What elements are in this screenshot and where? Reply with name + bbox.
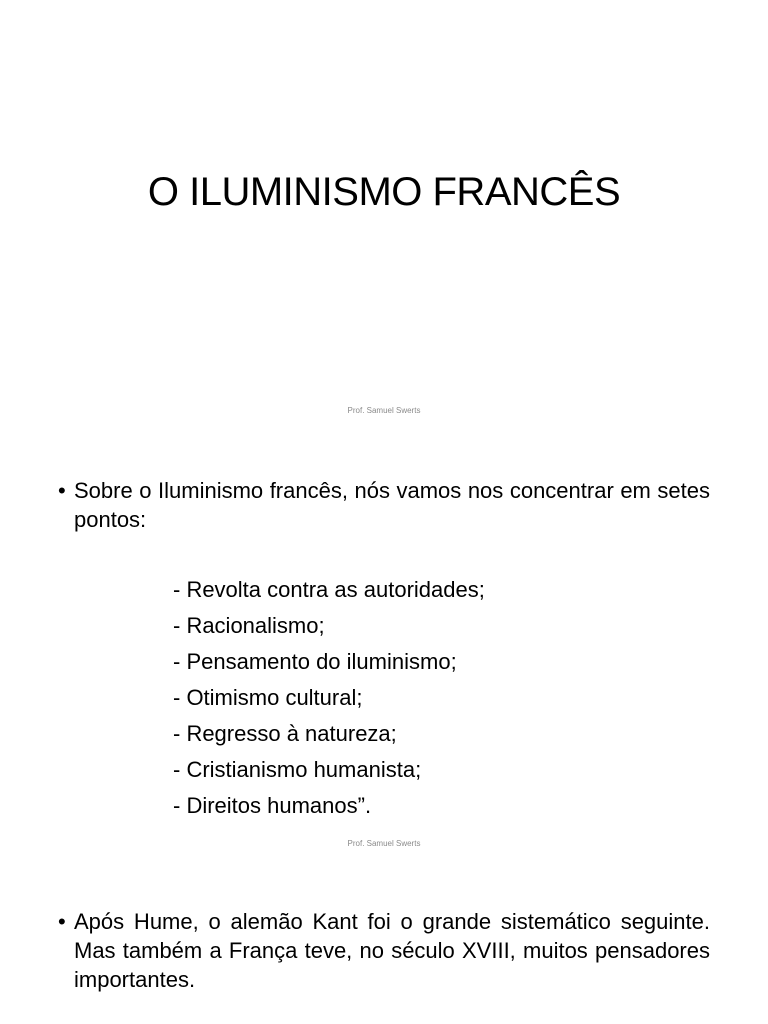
list-item: - Otimismo cultural;: [173, 685, 363, 710]
slide-title-page: [0, 0, 768, 432]
slide-seven-points: [0, 432, 768, 864]
list-item: - Pensamento do iluminismo;: [173, 649, 457, 674]
list-item: - Racionalismo;: [173, 613, 325, 638]
list-item: - Cristianismo humanista;: [173, 757, 422, 782]
slide-footer: Prof. Samuel Swerts: [347, 406, 421, 415]
bullet-dot: •: [58, 478, 66, 503]
slide-title: O ILUMINISMO FRANCÊS: [147, 170, 621, 214]
points-list: [173, 572, 485, 824]
bullet-text: Sobre o Iluminismo francês, nós vamos nos concentrar em setes pontos:: [74, 478, 710, 532]
bullet-paragraph: [58, 476, 710, 534]
slide-footer: Prof. Samuel Swerts: [347, 839, 421, 848]
list-item: - Direitos humanos”.: [173, 793, 372, 818]
list-item: - Revolta contra as autoridades;: [173, 577, 485, 602]
bullet-dot: •: [58, 909, 66, 934]
bullet-paragraph: [58, 907, 710, 994]
slide-after-hume: [0, 864, 768, 1024]
list-item: - Regresso à natureza;: [173, 721, 397, 746]
bullet-text: Após Hume, o alemão Kant foi o grande sistemático seguinte. Mas também a França teve, no século XVIII, muitos pensadores importantes.: [74, 909, 710, 992]
